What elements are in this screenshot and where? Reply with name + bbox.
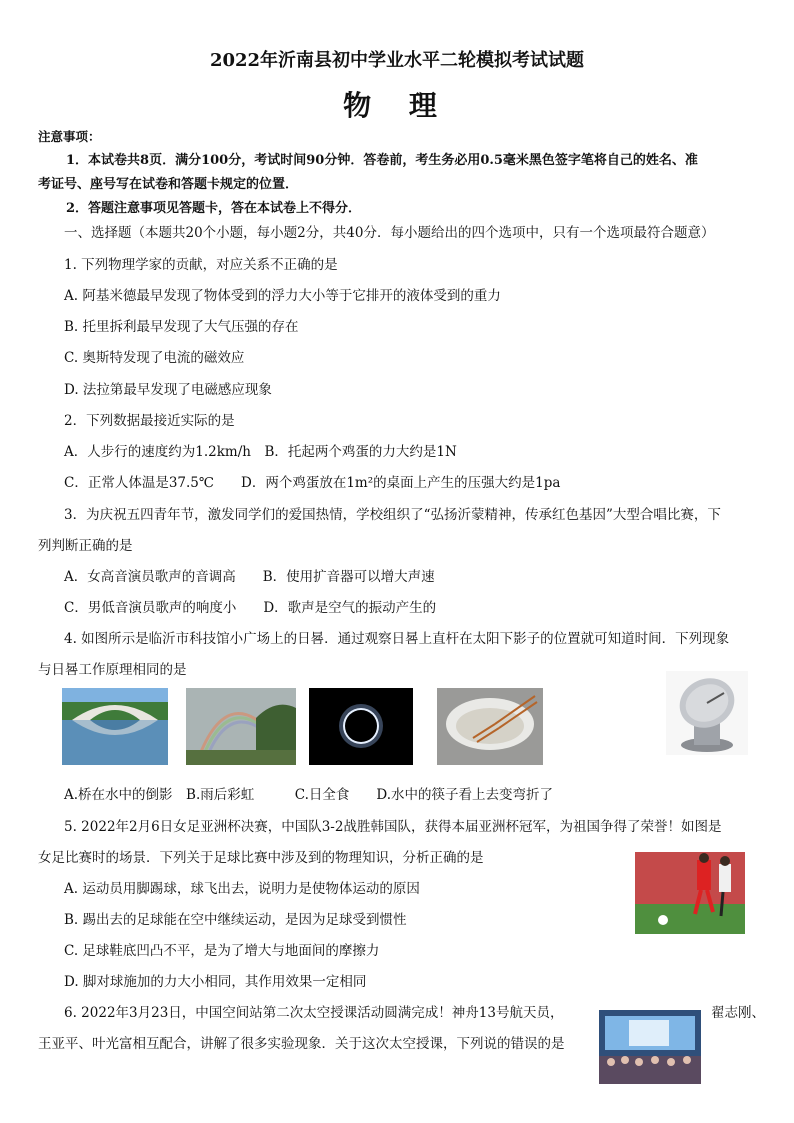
q4-stem-line-2: 与日晷工作原理相同的是 (38, 662, 187, 678)
q3-options-cd: C．男低音演员歌声的响度小 D．歌声是空气的振动产生的 (64, 600, 437, 616)
q6-stem-line-1-end: 翟志刚、 (711, 1005, 765, 1021)
rainbow-photo (186, 688, 296, 765)
subject-title: 物 理 (343, 89, 451, 122)
q5-option-c: C. 足球鞋底凹凸不平，是为了增大与地面间的摩擦力 (64, 943, 380, 959)
space-class-photo (599, 1010, 701, 1084)
q2-options-cd: C．正常人体温是37.5℃ D．两个鸡蛋放在1m²的桌面上产生的压强大约是1pa (64, 475, 561, 491)
q6-stem-line-2: 王亚平、叶光富相互配合，讲解了很多实验现象．关于这次太空授课，下列说的错误的是 (38, 1036, 565, 1052)
q5-stem-line-1: 5. 2022年2月6日女足亚洲杯决赛，中国队3-2战胜韩国队，获得本届亚洲杯冠军，为祖国争得了荣誉！如图是 (64, 819, 722, 835)
section-1-heading: 一、选择题（本题共20个小题，每小题2分，共40分．每小题给出的四个选项中，只有一个选项最符合题意） (64, 225, 715, 241)
football-match-photo (635, 852, 745, 934)
q2-options-ab: A．人步行的速度约为1.2km/h B．托起两个鸡蛋的力大约是1N (64, 444, 457, 460)
q5-option-a: A. 运动员用脚踢球，球飞出去，说明力是使物体运动的原因 (64, 881, 420, 897)
chopsticks-in-water-photo (437, 688, 543, 765)
notes-heading: 注意事项： (38, 129, 101, 144)
q1-option-d: D. 法拉第最早发现了电磁感应现象 (64, 382, 272, 398)
q5-stem-line-2: 女足比赛时的场景．下列关于足球比赛中涉及到的物理知识，分析正确的是 (38, 850, 484, 866)
q4-stem-line-1: 4. 如图所示是临沂市科技馆小广场上的日晷．通过观察日晷上直杆在太阳下影子的位置就可知道时间．下列现象 (64, 631, 730, 647)
note-2: 2．答题注意事项见答题卡，答在本试卷上不得分． (66, 201, 362, 216)
q4-options: A.桥在水中的倒影 B.雨后彩虹 C.日全食 D.水中的筷子看上去变弯折了 (64, 787, 554, 803)
note-1-line-2: 考证号、座号写在试卷和答题卡规定的位置． (38, 177, 299, 192)
solar-eclipse-photo (309, 688, 413, 765)
q1-option-b: B. 托里拆利最早发现了大气压强的存在 (64, 319, 299, 335)
q3-stem-line-1: 3．为庆祝五四青年节，激发同学们的爱国热情，学校组织了“弘扬沂蒙精神，传承红色基因”大型合唱比赛，下 (64, 507, 721, 523)
q5-option-b: B. 踢出去的足球能在空中继续运动，是因为足球受到惯性 (64, 912, 407, 928)
q3-stem-line-2: 列判断正确的是 (38, 538, 133, 554)
note-1-line-1: 1．本试卷共8页．满分100分，考试时间90分钟．答卷前，考生务必用0.5毫米黑色签字笔将自己的姓名、准 (66, 153, 698, 168)
q3-options-ab: A．女高音演员歌声的音调高 B．使用扩音器可以增大声速 (64, 569, 435, 585)
q1-option-a: A. 阿基米德最早发现了物体受到的浮力大小等于它排开的液体受到的重力 (64, 288, 501, 304)
exam-title: 2022年沂南县初中学业水平二轮模拟考试试题 (209, 50, 585, 71)
q6-stem-line-1: 6. 2022年3月23日，中国空间站第二次太空授课活动圆满完成！神舟13号航天员， (64, 1005, 564, 1021)
q1-stem: 1. 下列物理学家的贡献，对应关系不正确的是 (64, 257, 338, 273)
q5-option-d: D. 脚对球施加的力大小相同，其作用效果一定相同 (64, 974, 367, 990)
q2-stem: 2．下列数据最接近实际的是 (64, 413, 235, 429)
bridge-reflection-photo (62, 688, 168, 765)
q1-option-c: C. 奥斯特发现了电流的磁效应 (64, 350, 245, 366)
sundial-photo (666, 671, 748, 755)
